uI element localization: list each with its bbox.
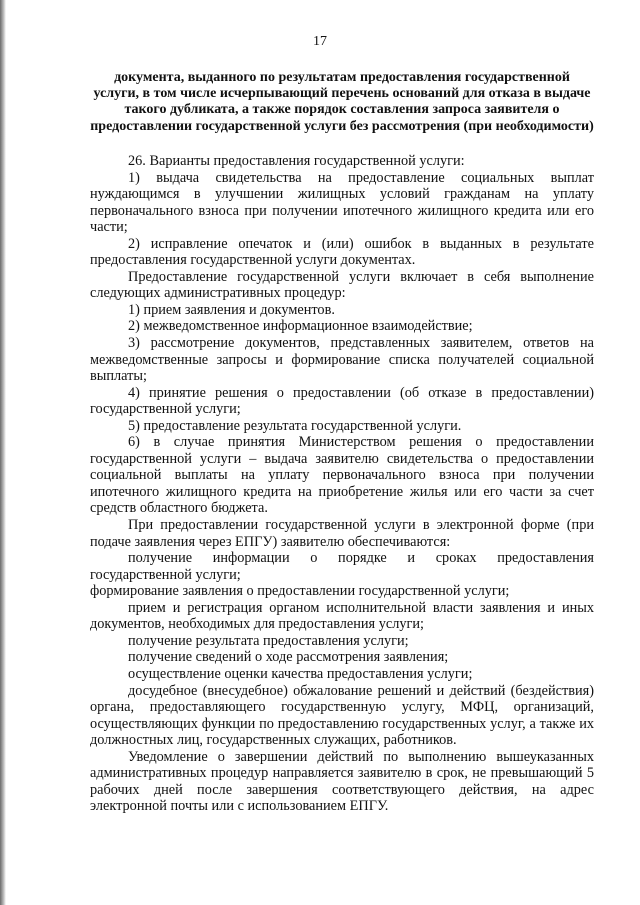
paragraph: Уведомление о завершении действий по выполнению вышеуказанных административных процедур направляется заявителю в срок, не превышающий 5 рабочих дней после завершения соответствующего действия, на адрес электронной почты или с использованием ЕПГУ. (90, 748, 594, 815)
paragraph: 26. Варианты предоставления государственной услуги: (128, 153, 465, 169)
scan-shadow-edge (0, 0, 6, 905)
page-number: 17 (313, 34, 327, 49)
paragraph: получение результата предоставления услуги; (128, 632, 409, 649)
paragraph: досудебное (внесудебное) обжалование решений и действий (бездействия) органа, предоставляющего государственную услугу, МФЦ, организаций, осуществляющих функции по предоставлению государственных услуг, а также их должностных лиц, государственных служащих, работников. (90, 682, 594, 749)
paragraph: прием и регистрация органом исполнительной власти заявления и иных документов, необходимых для предоставления услуги; (90, 599, 594, 633)
paragraph: 1) прием заявления и документов. (128, 301, 335, 318)
paragraph: 3) рассмотрение документов, представленных заявителем, ответов на межведомственные запросы и формирование списка получателей социальной выплаты; (90, 335, 594, 385)
section-heading: документа, выданного по результатам предоставления государственной услуги, в том числе исчерпывающий перечень оснований для отказа в выдаче такого дубликата, а также порядок составления запроса заявителя о предоставлении государственной услуги без рассмотрения (при необходимости) (90, 70, 594, 134)
paragraph: 6) в случае принятия Министерством решения о предоставлении государственной услуги – выдача заявителю свидетельства о предоставлении социальной выплаты на уплату первоначального взноса при получении ипотечного жилищного кредита на приобретение жилья или его части за счет средств областного бюджета. (90, 434, 594, 517)
paragraph: формирование заявления о предоставлении государственной услуги; (90, 583, 510, 600)
paragraph: получение информации о порядке и сроках предоставления государственной услуги; (90, 550, 594, 583)
paragraph: 2) исправление опечаток и (или) ошибок в выданных в результате предоставления государственной услуги документах. (90, 235, 594, 269)
paragraph: 4) принятие решения о предоставлении (об отказе в предоставлении) государственной услуги; (90, 384, 594, 418)
paragraph: При предоставлении государственной услуги в электронной форме (при подаче заявления через ЕПГУ) заявителю обеспечиваются: (90, 517, 594, 550)
document-body (90, 153, 594, 815)
paragraph: осуществление оценки качества предоставления услуги; (128, 665, 473, 682)
paragraph: 1) выдача свидетельства на предоставление социальных выплат нуждающимся в улучшении жилищных условий гражданам на уплату первоначального взноса при получении ипотечного жилищного кредита или его части; (90, 169, 594, 236)
paragraph: 2) межведомственное информационное взаимодействие; (128, 318, 473, 335)
paragraph: Предоставление государственной услуги включает в себя выполнение следующих административных процедур: (90, 268, 594, 302)
paragraph: получение сведений о ходе рассмотрения заявления; (128, 649, 449, 666)
paragraph: 5) предоставление результата государственной услуги. (128, 417, 462, 434)
